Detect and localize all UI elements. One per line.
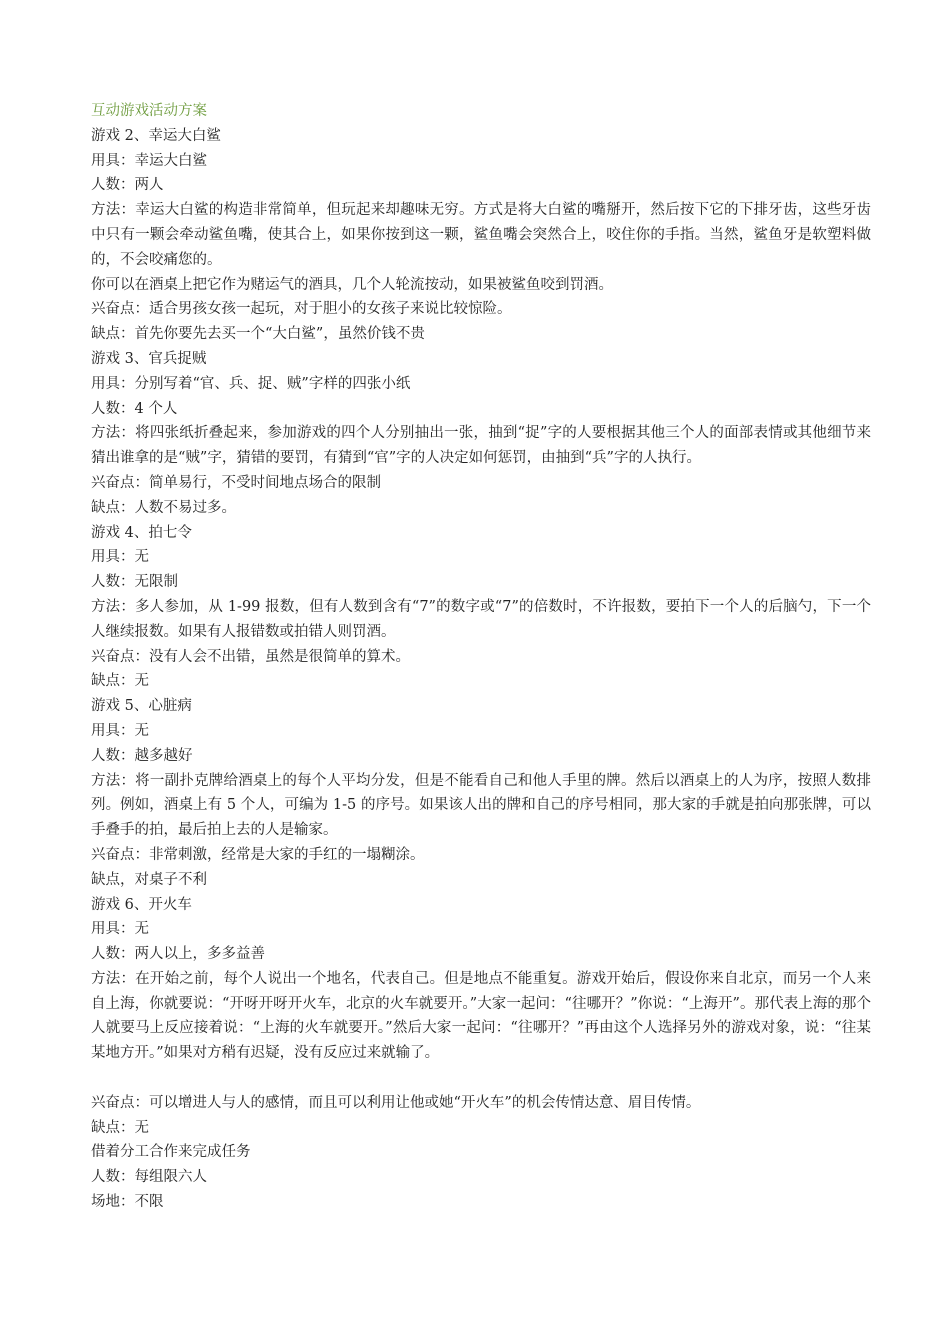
paragraph: 游戏 2、幸运大白鲨 <box>91 127 221 144</box>
paragraph: 游戏 4、拍七令 <box>91 524 192 541</box>
paragraph: 兴奋点：简单易行，不受时间地点场合的限制 <box>91 474 381 491</box>
paragraph: 方法：将一副扑克牌给酒桌上的每个人平均分发，但是不能看自己和他人手里的牌。然后以酒桌上的人为序，按照人数排列。例如，酒桌上有 5 个人，可编为 1-5 的序号。如果该人出的牌和自己的序号相同，那大家的手就是拍向那张牌，可以手叠手的拍，最后拍上去的人是输家。 <box>91 772 871 839</box>
paragraph: 方法：将四张纸折叠起来，参加游戏的四个人分别抽出一张，抽到“捉”字的人要根据其他三个人的面部表情或其他细节来猜出谁拿的是“贼”字，猜错的要罚，有猜到“官”字的人决定如何惩罚，由抽到“兵”字的人执行。 <box>91 425 871 467</box>
paragraph: 方法：幸运大白鲨的构造非常简单，但玩起来却趣味无穷。方式是将大白鲨的嘴掰开，然后按下它的下排牙齿，这些牙齿中只有一颗会牵动鲨鱼嘴，使其合上，如果你按到这一颗，鲨鱼嘴会突然合上，咬住你的手指。当然，鲨鱼牙是软塑料做的，不会咬痛您的。 <box>91 202 871 268</box>
paragraph: 人数：每组限六人 <box>91 1169 207 1186</box>
paragraph: 缺点：无 <box>91 1119 149 1136</box>
paragraph: 场地：不限 <box>91 1194 164 1211</box>
paragraph: 缺点，对桌子不利 <box>91 871 207 888</box>
paragraph: 兴奋点：非常刺激，经常是大家的手红的一塌糊涂。 <box>91 846 425 863</box>
paragraph: 人数：越多越好 <box>91 747 193 764</box>
document-page <box>91 99 871 1215</box>
document-body <box>91 124 871 1215</box>
paragraph: 借着分工合作来完成任务 <box>91 1144 251 1161</box>
paragraph: 游戏 3、官兵捉贼 <box>91 350 207 367</box>
paragraph: 人数：无限制 <box>91 574 178 591</box>
paragraph: 缺点：人数不易过多。 <box>91 499 236 516</box>
blank-line <box>91 1066 871 1091</box>
paragraph: 方法：多人参加，从 1-99 报数，但有人数到含有“7”的数字或“7”的倍数时，不许报数，要拍下一个人的后脑勺，下一个人继续报数。如果有人报错数或拍错人则罚酒。 <box>91 598 871 640</box>
paragraph: 兴奋点：可以增进人与人的感情，而且可以利用让他或她“开火车”的机会传情达意、眉目传情。 <box>91 1094 701 1111</box>
paragraph: 兴奋点：没有人会不出错，虽然是很简单的算术。 <box>91 648 410 665</box>
paragraph: 用具：无 <box>91 549 149 566</box>
paragraph: 用具：无 <box>91 921 149 938</box>
paragraph: 用具：无 <box>91 722 149 739</box>
paragraph: 人数：两人 <box>91 177 164 194</box>
paragraph: 人数：4 个人 <box>91 400 178 417</box>
paragraph: 游戏 6、开火车 <box>91 896 192 913</box>
paragraph: 用具：幸运大白鲨 <box>91 152 207 169</box>
paragraph: 用具：分别写着“官、兵、捉、贼”字样的四张小纸 <box>91 375 411 392</box>
paragraph: 缺点：无 <box>91 673 149 690</box>
paragraph: 人数：两人以上，多多益善 <box>91 946 265 963</box>
paragraph: 你可以在酒桌上把它作为赌运气的酒具，几个人轮流按动，如果被鲨鱼咬到罚酒。 <box>91 276 613 293</box>
document-title: 互动游戏活动方案 <box>91 103 207 119</box>
paragraph: 缺点：首先你要先去买一个“大白鲨”，虽然价钱不贵 <box>91 326 425 343</box>
paragraph: 游戏 5、心脏病 <box>91 698 192 715</box>
paragraph: 方法：在开始之前，每个人说出一个地名，代表自己。但是地点不能重复。游戏开始后，假设你来自北京，而另一个人来自上海，你就要说：“开呀开呀开火车，北京的火车就要开。”大家一起问：“往哪开？”你说：“上海开”。那代表上海的那个人就要马上反应接着说：“上海的火车就要开。”然后大家一起问：“往哪开？”再由这个人选择另外的游戏对象，说：“往某某地方开。”如果对方稍有迟疑，没有反应过来就输了。 <box>91 970 871 1062</box>
paragraph: 兴奋点：适合男孩女孩一起玩，对于胆小的女孩子来说比较惊险。 <box>91 301 512 318</box>
